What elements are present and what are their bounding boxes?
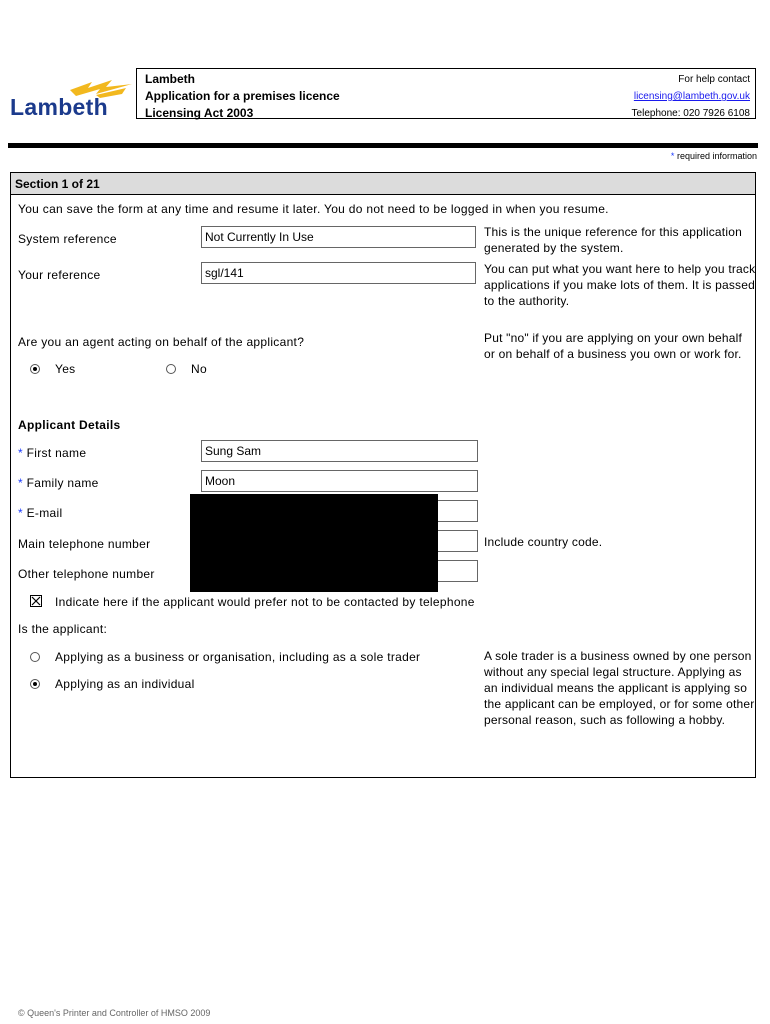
agent-yes-label: Yes (55, 362, 76, 376)
your-reference-label: Your reference (18, 268, 101, 282)
required-star: * (670, 151, 675, 161)
main-phone-label: Main telephone number (18, 537, 151, 551)
header-org: Lambeth (145, 72, 196, 86)
required-note (671, 151, 757, 161)
redaction-block (190, 494, 438, 592)
applicant-business-label: Applying as a business or organisation, including as a sole trader (55, 650, 421, 664)
logo-wordmark: Lambeth (10, 94, 108, 120)
header-divider (8, 143, 758, 148)
applicant-business-radio[interactable] (30, 652, 40, 662)
system-reference-field[interactable]: Not Currently In Use (201, 226, 476, 248)
required-star: * (18, 506, 23, 520)
agent-no-radio[interactable] (166, 364, 176, 374)
copyright-footer: © Queen's Printer and Controller of HMSO 2009 (18, 1008, 211, 1018)
required-star: * (18, 446, 23, 460)
section-intro: You can save the form at any time and resume it later. You do not need to be logged in when you resume. (18, 202, 609, 216)
no-phone-contact-checkbox[interactable] (30, 595, 42, 607)
help-label: For help contact (678, 74, 750, 85)
section-panel (10, 172, 756, 778)
your-reference-hint: You can put what you want here to help you track applications if you make lots of them. It is passed to the authority. (484, 262, 756, 308)
first-name-field[interactable]: Sung Sam (201, 440, 478, 462)
agent-hint: Put "no" if you are applying on your own behalf or on behalf of a business you own or work for. (484, 331, 743, 361)
phone-text: Telephone: 020 7926 6108 (631, 108, 750, 119)
other-phone-label: Other telephone number (18, 567, 155, 581)
checkbox-cross-icon (31, 596, 41, 606)
your-reference-field[interactable]: sgl/141 (201, 262, 476, 284)
form-header (136, 68, 756, 119)
email-link[interactable]: licensing@lambeth.gov.uk (633, 91, 750, 102)
header-titles (145, 71, 340, 122)
system-reference-hint: This is the unique reference for this application generated by the system. (484, 225, 742, 255)
agent-no-label: No (191, 362, 207, 376)
header-title: Application for a premises licence (145, 89, 340, 103)
family-name-field[interactable]: Moon (201, 470, 478, 492)
family-name-label: * Family name (18, 476, 99, 490)
no-phone-contact-label: Indicate here if the applicant would prefer not to be contacted by telephone (55, 595, 475, 609)
applicant-individual-label: Applying as an individual (55, 677, 195, 691)
applicant-details-heading: Applicant Details (18, 418, 121, 432)
applicant-type-question: Is the applicant: (18, 622, 108, 636)
system-reference-label: System reference (18, 232, 117, 246)
agent-question: Are you an agent acting on behalf of the applicant? (18, 335, 305, 349)
first-name-label: * First name (18, 446, 87, 460)
required-star: * (18, 476, 23, 490)
section-title: Section 1 of 21 (11, 173, 755, 195)
agent-yes-radio[interactable] (30, 364, 40, 374)
main-phone-hint: Include country code. (484, 535, 603, 549)
required-text: required information (676, 151, 757, 161)
applicant-individual-radio[interactable] (30, 679, 40, 689)
applicant-type-hint: A sole trader is a business owned by one person without any special legal structure. Applying as an individual means the applicant is applying so the applicant can be employed, or for some other personal reason, such as following a hobby. (484, 649, 755, 727)
header-act: Licensing Act 2003 (145, 106, 254, 120)
header-contact (632, 71, 750, 122)
email-label: * E-mail (18, 506, 63, 520)
